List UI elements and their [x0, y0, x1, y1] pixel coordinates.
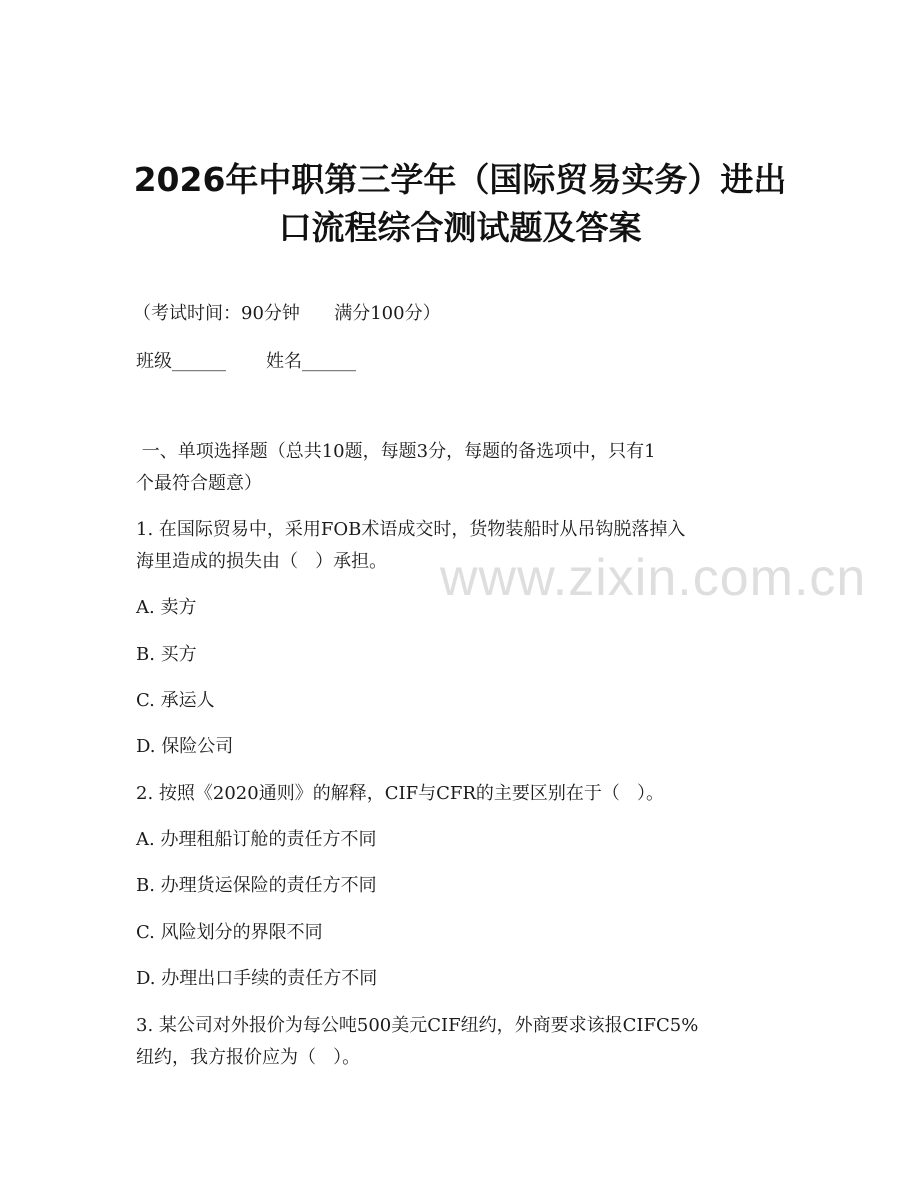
question-1-stem-line1: 1. 在国际贸易中，采用FOB术语成交时，货物装船时从吊钩脱落掉入 — [136, 519, 686, 540]
question-1-option-b: B. 买方 — [136, 644, 197, 665]
question-2-option-c: C. 风险划分的界限不同 — [136, 922, 323, 943]
exam-info: （考试时间：90分钟 满分100分） — [133, 303, 441, 324]
question-3-stem-line1: 3. 某公司对外报价为每公吨500美元CIF纽约，外商要求该报CIFC5% — [136, 1015, 699, 1036]
watermark-text: www.zixin.com.cn — [440, 549, 867, 607]
class-name-line: 班级______ 姓名______ — [136, 351, 357, 372]
question-1-stem-line2: 海里造成的损失由（ ）承担。 — [136, 551, 388, 572]
question-2-option-d: D. 办理出口手续的责任方不同 — [136, 968, 378, 989]
section-heading-line1: 一、单项选择题（总共10题，每题3分，每题的备选项中，只有1 — [136, 441, 656, 462]
question-1-option-d: D. 保险公司 — [136, 736, 234, 757]
question-1-option-c: C. 承运人 — [136, 690, 215, 711]
section-heading-line2: 个最符合题意） — [136, 473, 262, 494]
question-2-option-b: B. 办理货运保险的责任方不同 — [136, 875, 377, 896]
question-1-option-a: A. 卖方 — [136, 597, 197, 618]
document-title-line1: 2026年中职第三学年（国际贸易实务）进出 — [133, 160, 787, 199]
document-title-line2: 口流程综合测试题及答案 — [278, 208, 642, 247]
question-3-stem-line2: 纽约，我方报价应为（ ）。 — [136, 1047, 361, 1068]
question-2-stem-line1: 2. 按照《2020通则》的解释，CIF与CFR的主要区别在于（ ）。 — [136, 783, 665, 804]
question-2-option-a: A. 办理租船订舱的责任方不同 — [136, 829, 377, 850]
